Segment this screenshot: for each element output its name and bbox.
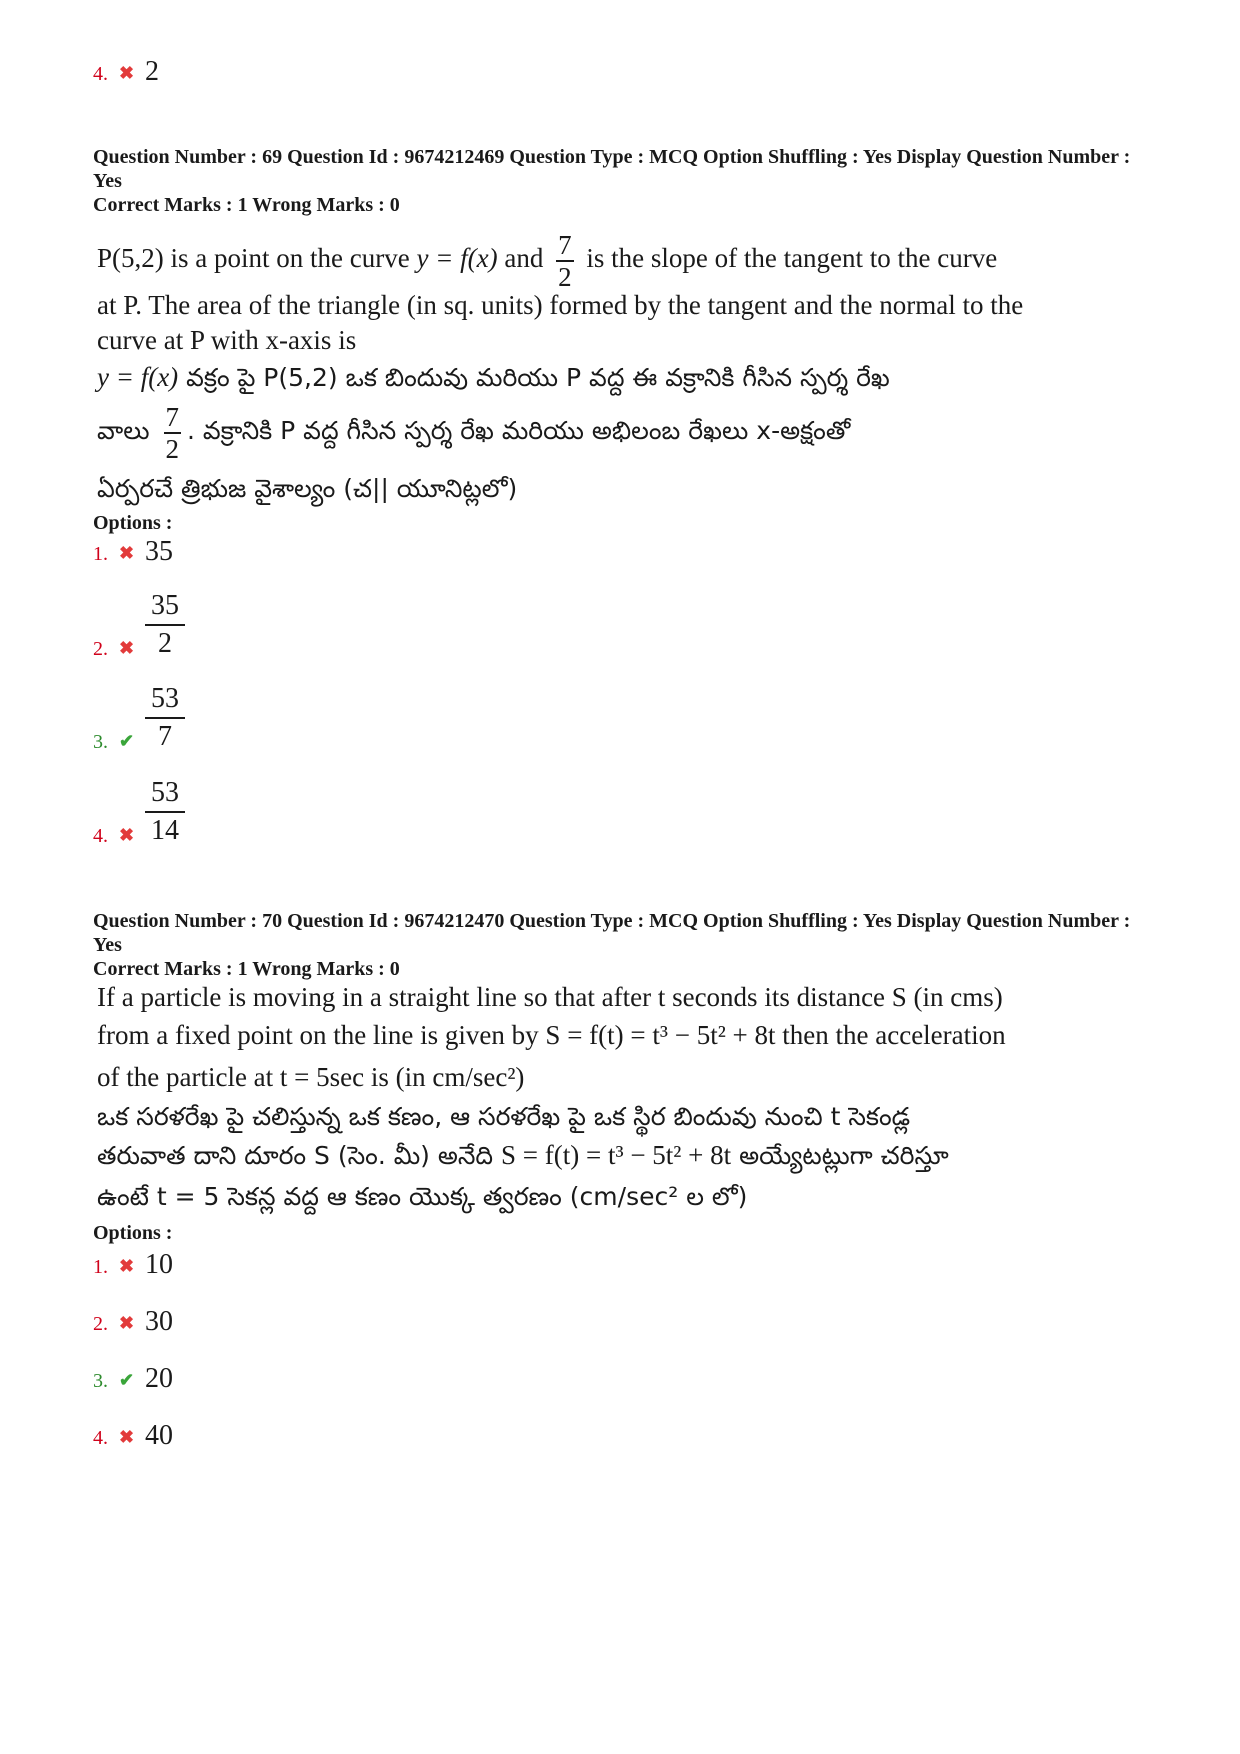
fraction-numerator: 53 [145,777,185,813]
fraction-denominator: 14 [151,815,179,846]
q70-te-line1: ఒక సరళరేఖ పై చలిస్తున్న ఒక కణం, ఆ సరళరేఖ పై ఒక స్థిర బిందువు నుంచి t సెకండ్ల [97,1102,911,1131]
fraction-denominator: 2 [158,628,172,659]
q69-option-4-fraction [145,777,185,847]
cross-icon: ✖ [119,543,135,563]
cross-icon: ✖ [119,638,135,658]
q69-en-line1 [97,230,997,292]
q70-en-line2 [97,1020,1006,1051]
q70-en-line1: If a particle is moving in a straight line so that after t seconds its distance S (in cms) [97,982,1003,1012]
fraction-numerator: 53 [145,683,185,719]
q69-te-line2 [97,402,850,464]
q70-te-line3: ఉంటే t = 5 సెకన్ల వద్ద ఆ కణం యొక్క త్వరణం (cm/sec² ల లో) [97,1182,748,1211]
check-icon: ✔ [119,1370,135,1390]
q70-te-formula: S = f(t) = t³ − 5t² + 8t [501,1140,732,1170]
q70-header: Question Number : 70 Question Id : 9674212470 Question Type : MCQ Option Shuffling : Yes Display Question Number : Yes [93,910,1131,956]
q69-marks: Correct Marks : 1 Wrong Marks : 0 [93,194,400,216]
q70-te-line2 [97,1140,949,1177]
option-value: 35 [145,536,173,567]
q70-text: then the acceleration [775,1020,1006,1050]
q70-marks: Correct Marks : 1 Wrong Marks : 0 [93,958,400,980]
fraction-denominator: 2 [558,262,572,292]
fraction-denominator: 2 [165,434,180,464]
q69-option-3-fraction [145,683,185,753]
option-number: 1. [93,1256,108,1278]
option-number: 1. [93,543,108,565]
q70-options-label: Options : [93,1222,173,1244]
option-value: 2 [145,56,159,87]
q70-te-text: తరువాత దాని దూరం S (సెం. మీ) అనేది [97,1141,502,1170]
q69-text: and [497,243,551,274]
option-number: 3. [93,1370,108,1392]
option-number: 3. [93,731,108,753]
q69-text: P(5,2) is a point on the curve [97,243,417,274]
q69-formula: y = f(x) [416,243,498,274]
q69-te-line1 [97,362,890,399]
cross-icon: ✖ [119,1313,135,1333]
q69-te-text: . వక్రానికి P వద్ద గీసిన స్పర్శ రేఖ మరియు అభిలంబ రేఖలు x-అక్షంతో [187,416,851,446]
option-number: 2. [93,638,108,660]
q69-en-line3: curve at P with x-axis is [97,325,357,355]
option-value: 40 [145,1420,173,1451]
option-number: 4. [93,63,108,85]
option-number: 2. [93,1313,108,1335]
fraction-denominator: 7 [158,721,172,752]
cross-icon: ✖ [119,63,135,83]
option-value: 10 [145,1249,173,1280]
cross-icon: ✖ [119,825,135,845]
option-value: 30 [145,1306,173,1337]
q69-en-line2: at P. The area of the triangle (in sq. units) formed by the tangent and the normal to the [97,290,1024,320]
q69-te-text: వాలు [97,416,158,446]
q70-text: from a fixed point on the line is given by [97,1020,546,1050]
q69-fraction [556,230,574,292]
cross-icon: ✖ [119,1256,135,1276]
q70-te-text: అయ్యేటట్లుగా చరిస్తూ [731,1141,949,1170]
q69-te-line3: ఏర్పరచే త్రిభుజ వైశాల్యం (చ|| యూనిట్లలో) [97,474,518,503]
q69-options-label: Options : [93,512,173,534]
q69-te-formula: y = f(x) [97,362,179,392]
fraction-numerator: 35 [145,590,185,626]
q69-te-fraction [164,402,182,464]
check-icon: ✔ [119,731,135,751]
option-value: 20 [145,1363,173,1394]
fraction-numerator: 7 [558,230,572,260]
cross-icon: ✖ [119,1427,135,1447]
fraction-numerator: 7 [165,402,180,432]
q70-formula: S = f(t) = t³ − 5t² + 8t [545,1020,776,1050]
q69-header: Question Number : 69 Question Id : 9674212469 Question Type : MCQ Option Shuffling : Yes Display Question Number : Yes [93,146,1131,192]
option-number: 4. [93,1427,108,1449]
q69-te-text: వక్రం పై P(5,2) ఒక బిందువు మరియు P వద్ద ఈ వక్రానికి గీసిన స్పర్శ రేఖ [178,363,890,392]
q69-text: is the slope of the tangent to the curve [579,243,998,274]
q70-en-line3: of the particle at t = 5sec is (in cm/sec²) [97,1062,525,1092]
option-number: 4. [93,825,108,847]
q69-option-2-fraction [145,590,185,660]
